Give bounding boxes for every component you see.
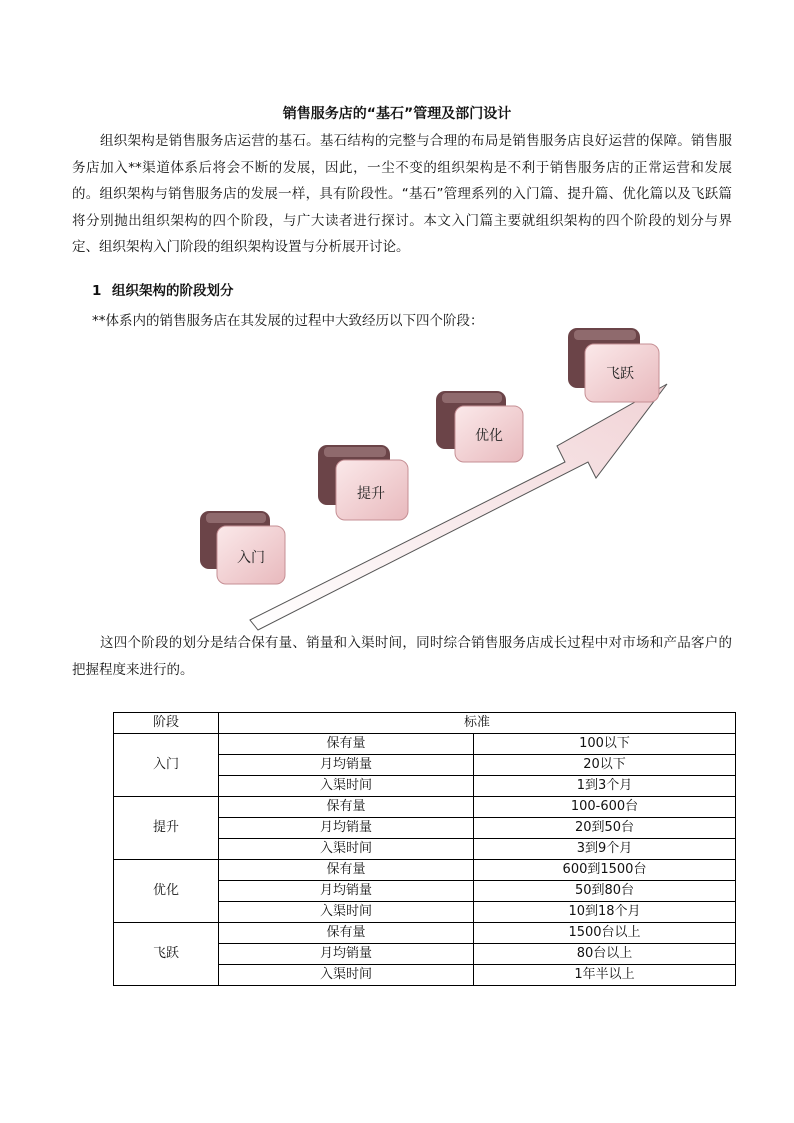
stage-label: 入门 bbox=[237, 550, 265, 566]
criterion-value-cell: 600到1500台 bbox=[474, 860, 736, 881]
criterion-value-cell: 1年半以上 bbox=[474, 965, 736, 986]
stage-block-optimize bbox=[436, 391, 523, 462]
criterion-label-cell: 保有量 bbox=[219, 923, 474, 944]
table-row bbox=[114, 860, 736, 881]
criterion-value-cell: 1500台以上 bbox=[474, 923, 736, 944]
stage-diagram bbox=[180, 318, 680, 638]
section-lead: **体系内的销售服务店在其发展的过程中大致经历以下四个阶段： bbox=[92, 313, 484, 329]
table-header-row bbox=[114, 713, 736, 734]
criterion-value-cell: 20到50台 bbox=[474, 818, 736, 839]
header-standard: 标准 bbox=[219, 713, 736, 734]
stage-cell: 入门 bbox=[114, 734, 219, 797]
block-top bbox=[442, 393, 502, 403]
stage-block-leap bbox=[568, 328, 659, 402]
table-body bbox=[114, 734, 736, 986]
intro-paragraph: 组织架构是销售服务店运营的基石。基石结构的完整与合理的布局是销售服务店良好运营的保障。销售服务店加入**渠道体系后将会不断的发展，因此，一尘不变的组织架构是不利于销售服务店的正常运营和发展的。组织架构与销售服务店的发展一样，具有阶段性。“基石”管理系列的入门篇、提升篇、优化篇以及飞跃篇将分别抛出组织架构的四个阶段，与广大读者进行探讨。本文入门篇主要就组织架构的四个阶段的划分与界定、组织架构入门阶段的组织架构设置与分析展开讨论。 bbox=[72, 133, 732, 255]
table-row bbox=[114, 734, 736, 755]
stage-cell: 提升 bbox=[114, 797, 219, 860]
table-row bbox=[114, 923, 736, 944]
stage-label: 提升 bbox=[357, 486, 385, 502]
block-top bbox=[324, 447, 386, 457]
stage-label: 飞跃 bbox=[606, 366, 634, 382]
header-stage: 阶段 bbox=[114, 713, 219, 734]
criterion-label-cell: 月均销量 bbox=[219, 818, 474, 839]
table-row bbox=[114, 797, 736, 818]
criterion-label-cell: 保有量 bbox=[219, 734, 474, 755]
after-diagram-paragraph: 这四个阶段的划分是结合保有量、销量和入渠时间，同时综合销售服务店成长过程中对市场和产品客户的把握程度来进行的。 bbox=[72, 635, 732, 678]
criterion-label-cell: 月均销量 bbox=[219, 881, 474, 902]
criterion-label-cell: 入渠时间 bbox=[219, 839, 474, 860]
block-top bbox=[574, 330, 636, 340]
stage-cell: 优化 bbox=[114, 860, 219, 923]
criterion-label-cell: 月均销量 bbox=[219, 944, 474, 965]
criterion-label-cell: 入渠时间 bbox=[219, 965, 474, 986]
criterion-value-cell: 20以下 bbox=[474, 755, 736, 776]
document-title: 销售服务店的“基石”管理及部门设计 bbox=[282, 106, 512, 122]
criterion-value-cell: 100-600台 bbox=[474, 797, 736, 818]
stage-block-improve bbox=[318, 445, 408, 520]
block-top bbox=[206, 513, 266, 523]
criterion-value-cell: 100以下 bbox=[474, 734, 736, 755]
section-number: 1 bbox=[92, 283, 102, 299]
criterion-value-cell: 10到18个月 bbox=[474, 902, 736, 923]
criterion-label-cell: 入渠时间 bbox=[219, 776, 474, 797]
stage-block-entry bbox=[200, 511, 285, 584]
criterion-value-cell: 80台以上 bbox=[474, 944, 736, 965]
criterion-value-cell: 3到9个月 bbox=[474, 839, 736, 860]
section-heading bbox=[92, 280, 234, 302]
criterion-value-cell: 50到80台 bbox=[474, 881, 736, 902]
stage-label: 优化 bbox=[475, 428, 503, 444]
stage-criteria-table bbox=[113, 712, 736, 986]
criterion-value-cell: 1到3个月 bbox=[474, 776, 736, 797]
section-heading-text: 组织架构的阶段划分 bbox=[112, 283, 234, 299]
criterion-label-cell: 保有量 bbox=[219, 797, 474, 818]
criterion-label-cell: 保有量 bbox=[219, 860, 474, 881]
stage-cell: 飞跃 bbox=[114, 923, 219, 986]
criterion-label-cell: 入渠时间 bbox=[219, 902, 474, 923]
criterion-label-cell: 月均销量 bbox=[219, 755, 474, 776]
